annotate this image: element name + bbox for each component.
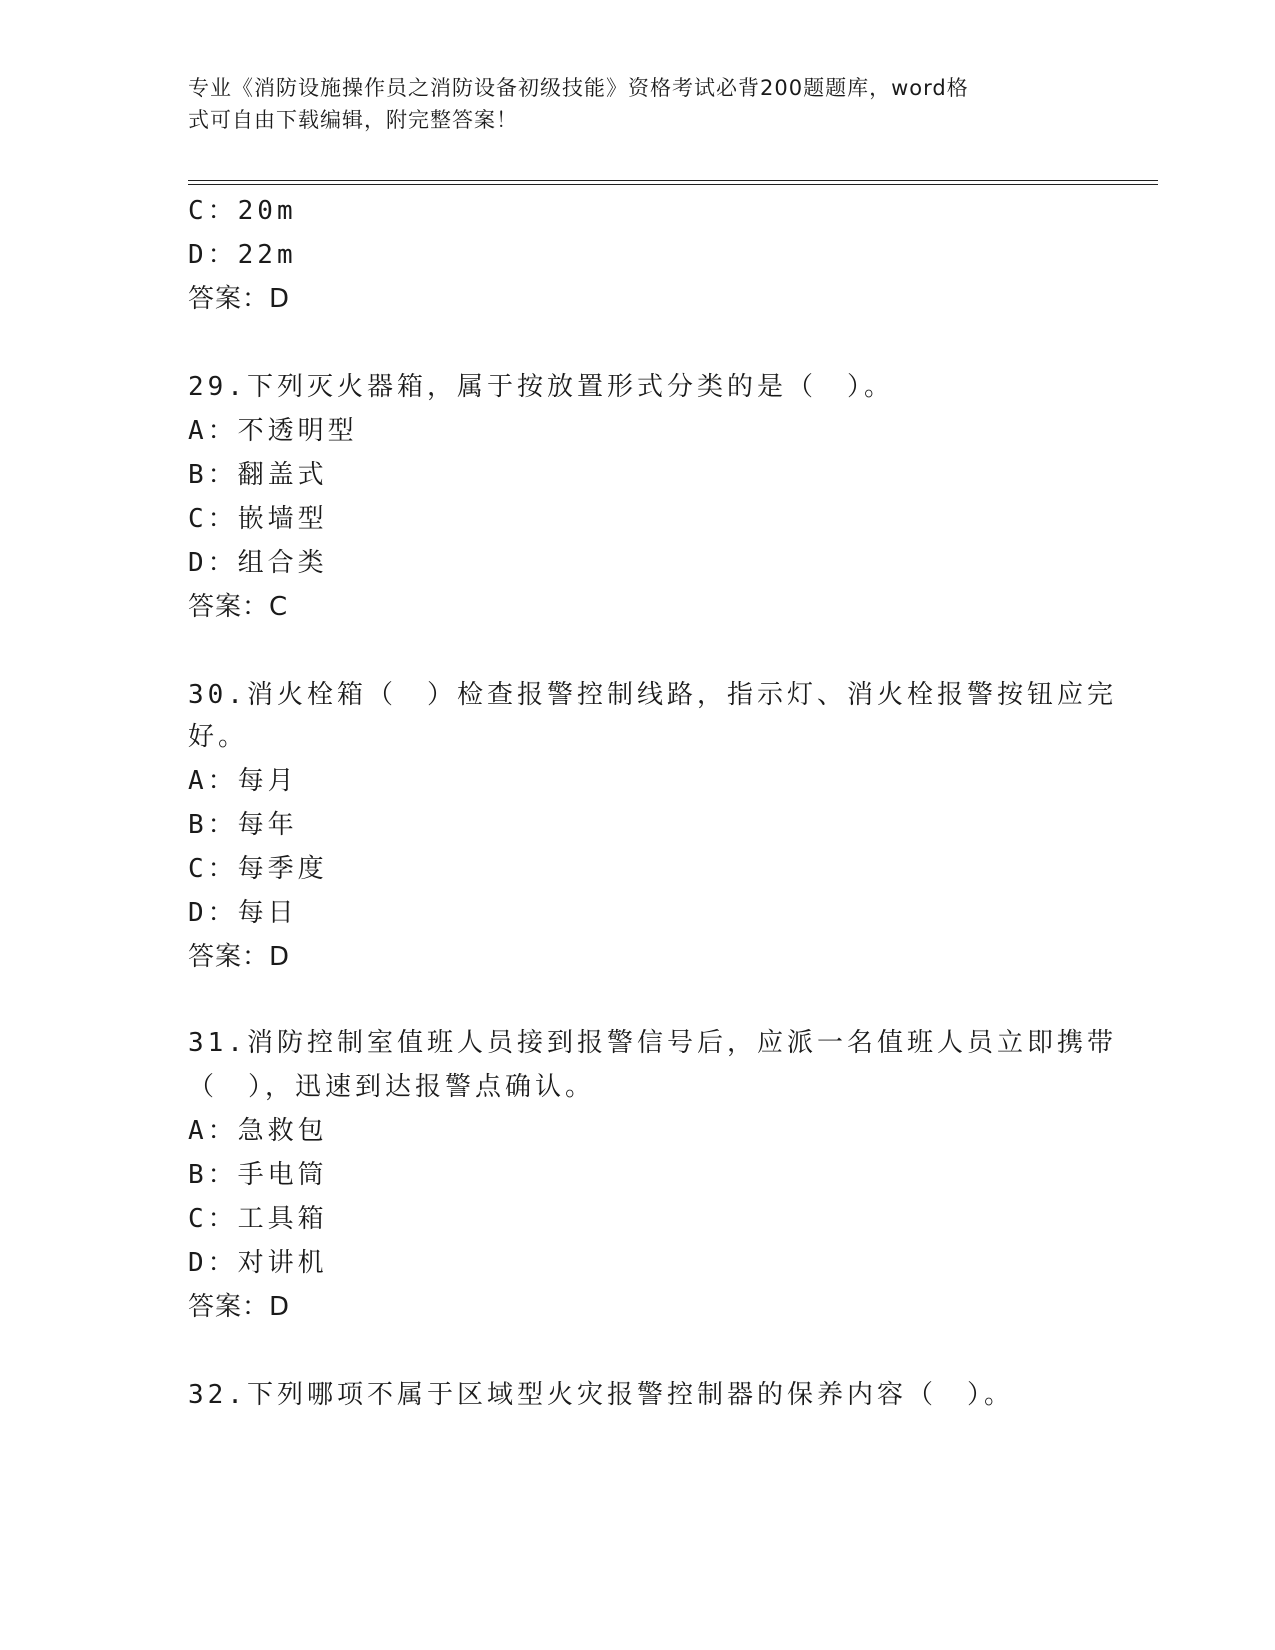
q28-option-d: D：22m	[188, 240, 297, 270]
q32-question: 32.下列哪项不属于区域型火灾报警控制器的保养内容（ ）。	[188, 1380, 1014, 1410]
q29-question: 29.下列灭火器箱，属于按放置形式分类的是（ ）。	[188, 372, 894, 402]
q31-question-line-1: 31.消防控制室值班人员接到报警信号后，应派一名值班人员立即携带	[188, 1028, 1117, 1058]
header-divider-bottom	[188, 184, 1158, 185]
header-line-1: 专业《消防设施操作员之消防设备初级技能》资格考试必背200题题库，word格	[188, 76, 969, 100]
q30-question-line-1: 30.消火栓箱（ ）检查报警控制线路，指示灯、消火栓报警按钮应完	[188, 680, 1117, 710]
q29-option-b: B：翻盖式	[188, 460, 328, 490]
q30-question-line-2: 好。	[188, 722, 249, 752]
q30-option-c: C：每季度	[188, 854, 328, 884]
q30-option-a: A：每月	[188, 766, 298, 796]
q31-option-a: A：急救包	[188, 1116, 328, 1146]
q29-option-a: A：不透明型	[188, 416, 358, 446]
q31-option-b: B：手电筒	[188, 1160, 328, 1190]
q28-answer: 答案：D	[188, 284, 291, 314]
q30-option-b: B：每年	[188, 810, 298, 840]
document-header	[188, 72, 1088, 136]
header-line-2: 式可自由下载编辑，附完整答案！	[188, 108, 518, 132]
q29-option-d: D：组合类	[188, 548, 328, 578]
q31-answer: 答案：D	[188, 1292, 291, 1322]
q30-answer: 答案：D	[188, 942, 291, 972]
q29-answer: 答案：C	[188, 592, 289, 622]
q28-option-c: C：20m	[188, 196, 297, 226]
q31-option-c: C：工具箱	[188, 1204, 328, 1234]
header-divider-top	[188, 180, 1158, 181]
q31-option-d: D：对讲机	[188, 1248, 328, 1278]
q30-option-d: D：每日	[188, 898, 298, 928]
q29-option-c: C：嵌墙型	[188, 504, 328, 534]
q31-question-line-2: （ ），迅速到达报警点确认。	[188, 1072, 596, 1102]
